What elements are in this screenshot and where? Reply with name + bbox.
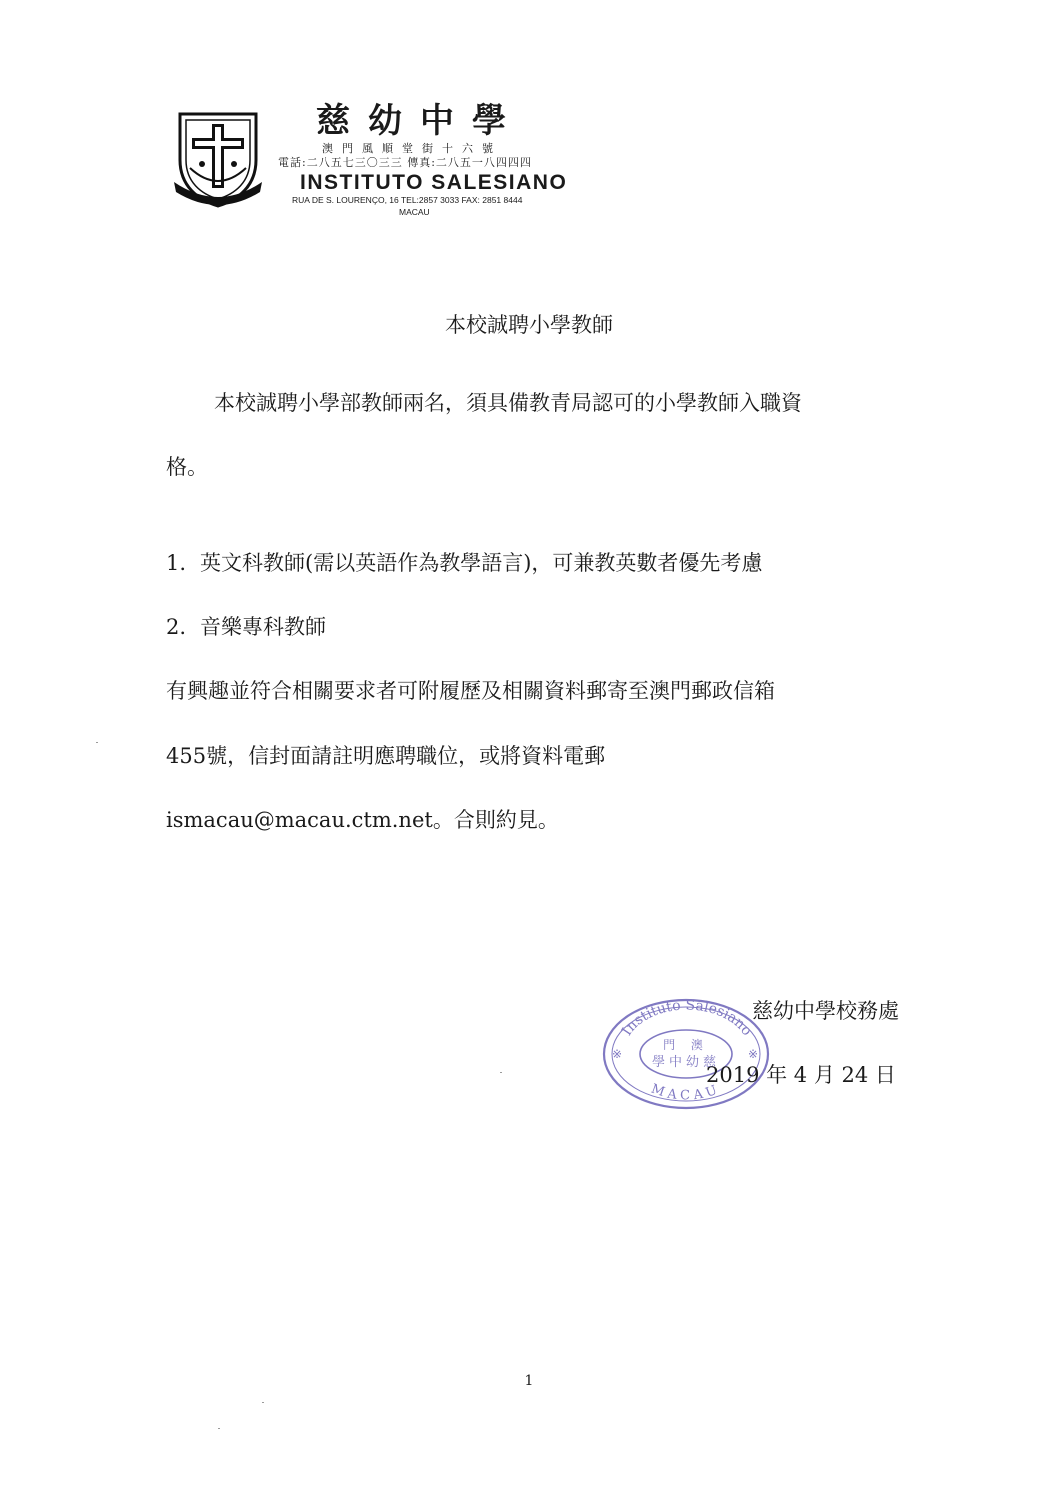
intro-line-1: 本校誠聘小學部教師兩名，須具備教青局認可的小學教師入職資	[214, 391, 802, 415]
stamp-top-text: Instituto Salesiano	[618, 997, 755, 1039]
page-number: 1	[524, 1373, 534, 1389]
letterhead-chinese-name: 慈幼中學	[316, 101, 524, 141]
scan-speck	[500, 1072, 502, 1073]
letterhead-chinese-address: 澳門風順堂街十六號	[322, 142, 502, 155]
apply-line-3: ismacau@macau.ctm.net。合則約見。	[166, 808, 559, 832]
signature-date: 2019 年 4 月 24 日	[706, 1063, 896, 1087]
scan-speck	[96, 742, 98, 743]
position-text: 音樂專科教師	[200, 615, 326, 639]
letterhead-chinese-phone: 電話:二八五七三〇三三 傳真:二八五一八四四四	[278, 156, 532, 169]
stamp-center-line-1: 門 澳	[663, 1038, 709, 1052]
apply-line-2: 455號，信封面請註明應聘職位，或將資料電郵	[166, 744, 606, 768]
letterhead-city: MACAU	[399, 207, 430, 217]
position-number: 2.	[166, 615, 187, 639]
stamp-bottom-text: MACAU	[649, 1081, 723, 1104]
svg-text:※: ※	[612, 1047, 623, 1061]
school-crest-icon	[172, 108, 264, 208]
document-title: 本校誠聘小學教師	[445, 313, 613, 337]
position-text: 英文科教師(需以英語作為教學語言)，可兼教英數者優先考慮	[200, 551, 763, 575]
signature-office: 慈幼中學校務處	[752, 999, 899, 1023]
apply-line-1: 有興趣並符合相關要求者可附履歷及相關資料郵寄至澳門郵政信箱	[166, 679, 775, 703]
position-item-2	[166, 612, 326, 642]
svg-text:※: ※	[748, 1047, 759, 1061]
scan-speck	[218, 1428, 220, 1429]
position-item-1	[166, 548, 762, 578]
stamp-center-line-2: 學中幼慈	[651, 1055, 721, 1070]
school-seal-stamp	[598, 994, 774, 1114]
position-number: 1.	[166, 551, 187, 575]
letterhead-portuguese-name: INSTITUTO SALESIANO	[300, 171, 568, 194]
svg-text:Instituto Salesiano	[619, 997, 755, 1038]
letterhead-portuguese-address: RUA DE S. LOURENÇO, 16 TEL:2857 3033 FAX: 2851 8444	[292, 195, 523, 205]
scan-speck	[262, 1402, 264, 1403]
intro-line-2: 格。	[166, 455, 208, 479]
